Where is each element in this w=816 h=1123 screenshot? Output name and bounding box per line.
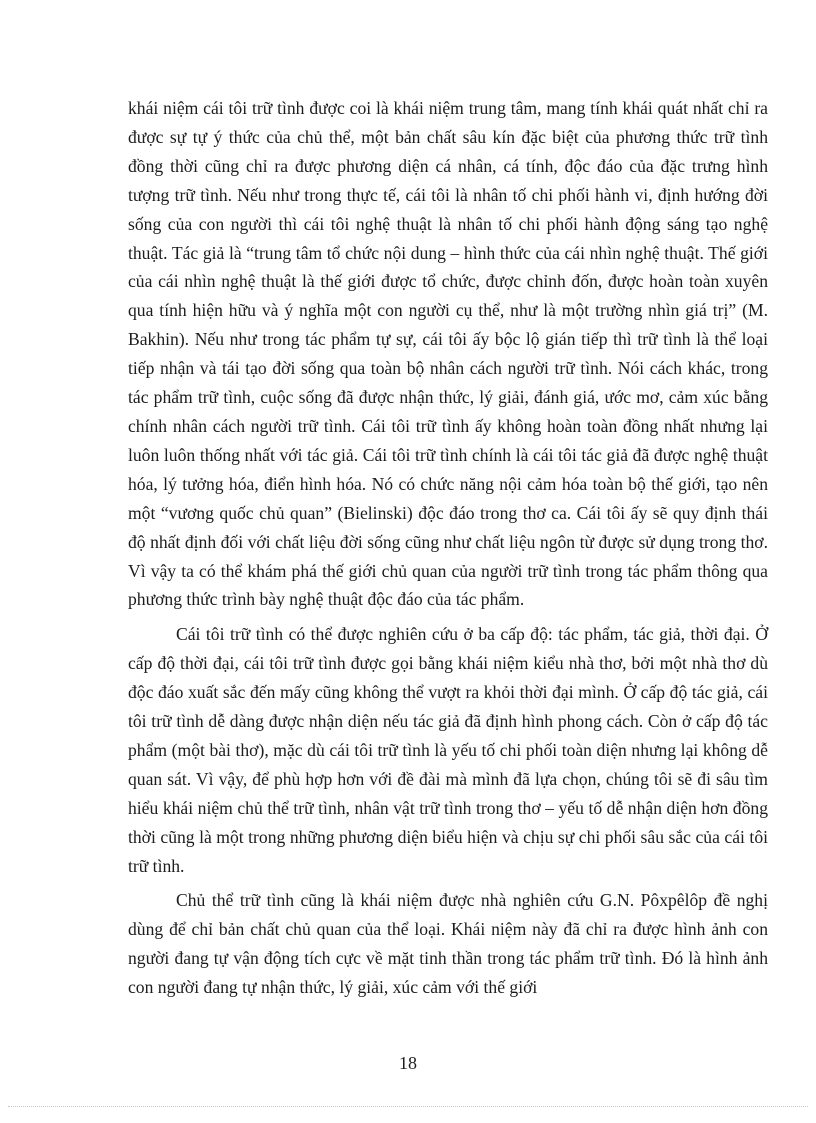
paragraph-2: Cái tôi trữ tình có thể được nghiên cứu ở ba cấp độ: tác phẩm, tác giả, thời đại. Ở cấp độ thời đại, cái tôi trữ tình được gọi bằng khái niệm kiểu nhà thơ, bởi một nhà thơ dù độc đáo xuất sắc đến mấy cũng không thể vượt ra khỏi thời đại mình. Ở cấp độ tác giả, cái tôi trữ tình dễ dàng được nhận diện nếu tác giả đã định hình phong cách. Còn ở cấp độ tác phẩm (một bài thơ), mặc dù cái tôi trữ tình là yếu tố chi phối toàn diện nhưng lại không dễ quan sát. Vì vậy, để phù hợp hơn với đề đài mà mình đã lựa chọn, chúng tôi sẽ đi sâu tìm hiểu khái niệm chủ thể trữ tình, nhân vật trữ tình trong thơ – yếu tố dễ nhận diện hơn đồng thời cũng là một trong những phương diện biểu hiện và chịu sự chi phối sâu sắc của cái tôi trữ tình. xyxy=(128,624,768,876)
paragraph-3: Chủ thể trữ tình cũng là khái niệm được nhà nghiên cứu G.N. Pôxpêlôp đề nghị dùng để chỉ bản chất chủ quan của thể loại. Khái niệm này đã chỉ ra được hình ảnh con người đang tự vận động tích cực về mặt tinh thần trong tác phẩm trữ tình. Đó là hình ảnh con người đang tự nhận thức, lý giải, xúc cảm với thế giới xyxy=(128,890,768,998)
page-number: 18 xyxy=(399,1053,417,1073)
body-text xyxy=(128,94,768,1008)
paragraph-1: khái niệm cái tôi trữ tình được coi là khái niệm trung tâm, mang tính khái quát nhất chỉ ra được sự tự ý thức của chủ thể, một bản chất sâu kín đặc biệt của phương thức trữ tình đồng thời cũng chỉ ra được phương diện cá nhân, cá tính, độc đáo của đặc trưng hình tượng trữ tình. Nếu như trong thực tế, cái tôi là nhân tố chi phối hành vi, định hướng đời sống của con người thì cái tôi nghệ thuật là nhân tố chi phối hành động sáng tạo nghệ thuật. Tác giả là “trung tâm tổ chức nội dung – hình thức của cái nhìn nghệ thuật. Thế giới của cái nhìn nghệ thuật là thế giới được tổ chức, được chỉnh đốn, được hoàn toàn xuyên qua tính hiện hữu và ý nghĩa một con người cụ thể, như là một trường nhìn giá trị” (M. Bakhin). Nếu như trong tác phẩm tự sự, cái tôi ấy bộc lộ gián tiếp thì trữ tình là thể loại tiếp nhận và tái tạo đời sống qua toàn bộ nhân cách người trữ tình. Nói cách khác, trong tác phẩm trữ tình, cuộc sống đã được nhận thức, lý giải, đánh giá, ước mơ, cảm xúc bằng chính nhân cách người trữ tình. Cái tôi trữ tình ấy không hoàn toàn đồng nhất nhưng lại luôn luôn thống nhất với tác giả. Cái tôi trữ tình chính là cái tôi tác giả đã được nghệ thuật hóa, lý tưởng hóa, điển hình hóa. Nó có chức năng nội cảm hóa toàn bộ thế giới, tạo nên một “vương quốc chủ quan” (Bielinski) độc đáo trong thơ ca. Cái tôi ấy sẽ quy định thái độ nhất định đối với chất liệu đời sống cũng như chất liệu ngôn từ được sử dụng trong thơ. Vì vậy ta có thể khám phá thế giới chủ quan của người trữ tình trong tác phẩm thông qua phương thức trình bày nghệ thuật độc đáo của tác phẩm. xyxy=(128,98,768,610)
page-bottom-divider xyxy=(8,1106,808,1107)
